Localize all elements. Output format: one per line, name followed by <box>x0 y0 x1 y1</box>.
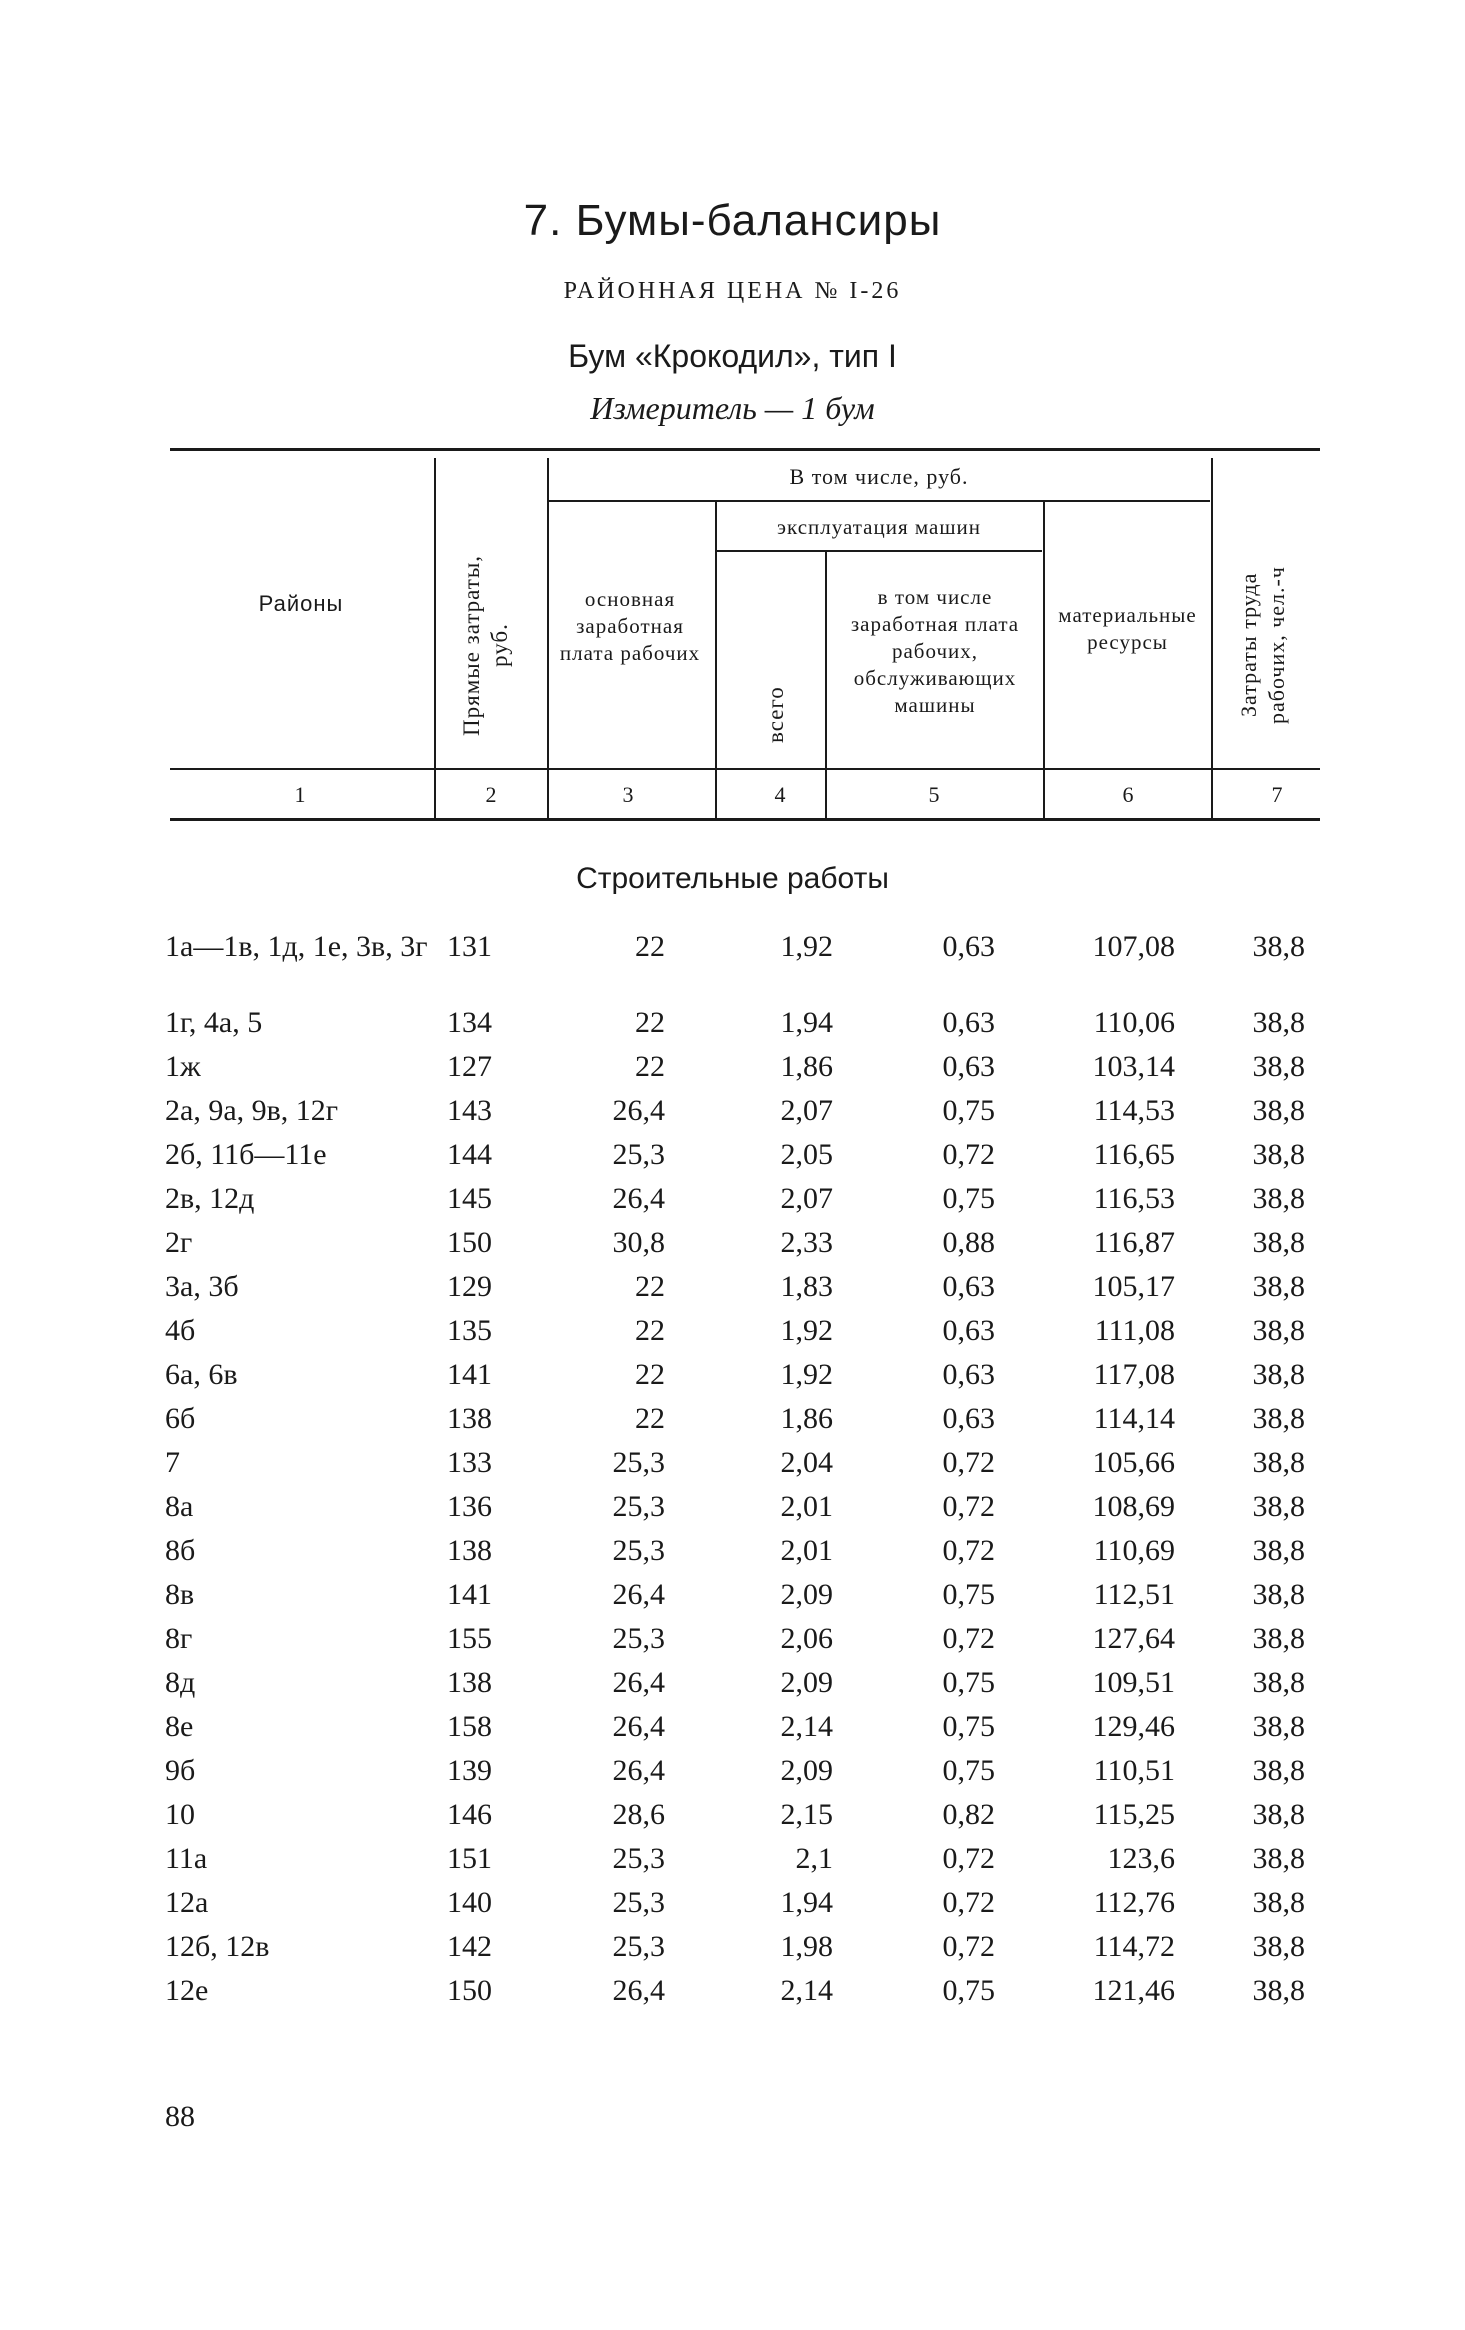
region-cell: 10 <box>165 1798 195 1831</box>
region-cell: 1ж <box>165 1050 201 1083</box>
table-row <box>165 1622 1315 1666</box>
direct-costs-cell: 141 <box>447 1578 492 1611</box>
basic-wage-cell: 26,4 <box>612 1666 665 1699</box>
materials-cell: 114,53 <box>1093 1094 1175 1127</box>
materials-cell: 107,08 <box>1092 930 1175 963</box>
machine-total-cell: 2,33 <box>780 1226 833 1259</box>
direct-costs-cell: 133 <box>447 1446 492 1479</box>
col-divider <box>434 458 436 818</box>
labor-cell: 38,8 <box>1252 1710 1305 1743</box>
table-row <box>165 1138 1315 1182</box>
region-cell: 6б <box>165 1402 196 1435</box>
materials-cell: 121,46 <box>1092 1974 1175 2007</box>
region-cell: 8г <box>165 1622 193 1655</box>
table-row <box>165 1006 1315 1050</box>
region-cell: 3а, 3б <box>165 1270 239 1303</box>
machine-wage-cell: 0,63 <box>942 1358 995 1391</box>
direct-costs-cell: 142 <box>447 1930 492 1963</box>
labor-cell: 38,8 <box>1252 1182 1305 1215</box>
table-row <box>165 1886 1315 1930</box>
header-including: В том числе, руб. <box>789 464 969 489</box>
basic-wage-cell: 28,6 <box>612 1798 665 1831</box>
machine-total-cell: 1,94 <box>780 1006 833 1039</box>
direct-costs-cell: 143 <box>447 1094 492 1127</box>
header-regions: Районы <box>258 591 344 616</box>
materials-cell: 105,17 <box>1092 1270 1175 1303</box>
subtitle: Бум «Крокодил», тип I <box>568 338 897 374</box>
machine-total-cell: 2,14 <box>780 1974 833 2007</box>
column-number: 3 <box>622 782 634 807</box>
col-divider <box>825 552 827 818</box>
header-machine-operation: эксплуатация машин <box>777 515 981 539</box>
labor-cell: 38,8 <box>1252 1006 1305 1039</box>
materials-cell: 127,64 <box>1092 1622 1175 1655</box>
basic-wage-cell: 26,4 <box>612 1754 665 1787</box>
machine-wage-cell: 0,72 <box>942 1490 995 1523</box>
direct-costs-cell: 139 <box>447 1754 492 1787</box>
header-labor: Затраты труда рабочих, чел.-ч <box>1236 566 1289 724</box>
region-cell: 1г, 4а, 5 <box>165 1006 263 1039</box>
header-bottom-rule <box>170 818 1320 821</box>
materials-cell: 110,69 <box>1093 1534 1175 1567</box>
labor-cell: 38,8 <box>1252 1270 1305 1303</box>
basic-wage-cell: 25,3 <box>612 1930 665 1963</box>
machine-wage-cell: 0,63 <box>942 930 995 963</box>
price-label: РАЙОННАЯ ЦЕНА № I-26 <box>563 278 902 304</box>
labor-cell: 38,8 <box>1252 1666 1305 1699</box>
materials-cell: 117,08 <box>1093 1358 1175 1391</box>
basic-wage-cell: 25,3 <box>612 1446 665 1479</box>
machine-wage-cell: 0,63 <box>942 1050 995 1083</box>
machine-total-cell: 1,92 <box>780 1314 833 1347</box>
materials-cell: 116,65 <box>1093 1138 1175 1171</box>
labor-cell: 38,8 <box>1252 1314 1305 1347</box>
machine-wage-cell: 0,63 <box>942 1314 995 1347</box>
machine-total-cell: 2,07 <box>780 1094 833 1127</box>
header-total: всего <box>763 686 788 744</box>
direct-costs-cell: 134 <box>447 1006 492 1039</box>
table-row <box>165 1842 1315 1886</box>
header-direct-costs: Прямые затраты, руб. <box>459 554 512 736</box>
machine-total-cell: 2,1 <box>795 1842 833 1875</box>
machine-wage-cell: 0,72 <box>942 1446 995 1479</box>
machine-total-cell: 2,01 <box>780 1534 833 1567</box>
region-cell: 8е <box>165 1710 194 1743</box>
machine-total-cell: 1,86 <box>780 1402 833 1435</box>
region-cell: 2в, 12д <box>165 1182 255 1215</box>
table-row <box>165 1754 1315 1798</box>
table-row <box>165 1930 1315 1974</box>
materials-cell: 110,06 <box>1093 1006 1175 1039</box>
region-cell: 12е <box>165 1974 209 2007</box>
machine-wage-cell: 0,72 <box>942 1842 995 1875</box>
machine-wage-cell: 0,75 <box>942 1754 995 1787</box>
table-row <box>165 1314 1315 1358</box>
machine-total-cell: 2,06 <box>780 1622 833 1655</box>
machine-wage-cell: 0,72 <box>942 1622 995 1655</box>
col-divider <box>715 502 717 818</box>
region-cell: 1а—1в, 1д, 1е, 3в, 3г <box>165 930 428 963</box>
region-cell: 2б, 11б—11е <box>165 1138 327 1171</box>
machine-wage-cell: 0,82 <box>942 1798 995 1831</box>
machine-total-cell: 2,05 <box>780 1138 833 1171</box>
direct-costs-cell: 158 <box>447 1710 492 1743</box>
machine-total-cell: 1,86 <box>780 1050 833 1083</box>
basic-wage-cell: 22 <box>635 930 665 963</box>
machine-wage-cell: 0,72 <box>942 1138 995 1171</box>
materials-cell: 112,51 <box>1093 1578 1175 1611</box>
machine-wage-cell: 0,63 <box>942 1402 995 1435</box>
labor-cell: 38,8 <box>1252 1534 1305 1567</box>
basic-wage-cell: 26,4 <box>612 1094 665 1127</box>
table-row <box>165 1226 1315 1270</box>
machine-total-cell: 1,92 <box>780 930 833 963</box>
materials-cell: 115,25 <box>1093 1798 1175 1831</box>
direct-costs-cell: 140 <box>447 1886 492 1919</box>
labor-cell: 38,8 <box>1252 930 1305 963</box>
basic-wage-cell: 22 <box>635 1358 665 1391</box>
region-cell: 11а <box>165 1842 208 1875</box>
direct-costs-cell: 141 <box>447 1358 492 1391</box>
header-materials: материальные ресурсы <box>1058 603 1197 654</box>
region-cell: 2г <box>165 1226 193 1259</box>
basic-wage-cell: 26,4 <box>612 1974 665 2007</box>
data-table-body <box>165 930 1315 2018</box>
direct-costs-cell: 155 <box>447 1622 492 1655</box>
direct-costs-cell: 150 <box>447 1226 492 1259</box>
machine-wage-cell: 0,72 <box>942 1886 995 1919</box>
labor-cell: 38,8 <box>1252 1138 1305 1171</box>
basic-wage-cell: 25,3 <box>612 1534 665 1567</box>
labor-cell: 38,8 <box>1252 1622 1305 1655</box>
materials-cell: 103,14 <box>1092 1050 1175 1083</box>
column-number: 2 <box>485 782 497 807</box>
machine-total-cell: 2,09 <box>780 1666 833 1699</box>
basic-wage-cell: 25,3 <box>612 1138 665 1171</box>
section-title: Строительные работы <box>576 862 889 895</box>
region-cell: 9б <box>165 1754 196 1787</box>
machine-wage-cell: 0,75 <box>942 1578 995 1611</box>
machine-wage-cell: 0,63 <box>942 1270 995 1303</box>
labor-cell: 38,8 <box>1252 1974 1305 2007</box>
machine-wage-cell: 0,75 <box>942 1666 995 1699</box>
direct-costs-cell: 145 <box>447 1182 492 1215</box>
basic-wage-cell: 26,4 <box>612 1182 665 1215</box>
table-row <box>165 1666 1315 1710</box>
materials-cell: 111,08 <box>1094 1314 1175 1347</box>
machine-wage-cell: 0,75 <box>942 1974 995 2007</box>
machine-wage-cell: 0,75 <box>942 1182 995 1215</box>
materials-cell: 116,53 <box>1093 1182 1175 1215</box>
measure-unit: Измеритель — 1 бум <box>590 390 875 426</box>
region-cell: 2а, 9а, 9в, 12г <box>165 1094 339 1127</box>
direct-costs-cell: 150 <box>447 1974 492 2007</box>
basic-wage-cell: 22 <box>635 1402 665 1435</box>
machine-total-cell: 1,92 <box>780 1358 833 1391</box>
labor-cell: 38,8 <box>1252 1578 1305 1611</box>
machine-wage-cell: 0,72 <box>942 1534 995 1567</box>
region-cell: 12а <box>165 1886 209 1919</box>
labor-cell: 38,8 <box>1252 1050 1305 1083</box>
materials-cell: 112,76 <box>1093 1886 1175 1919</box>
header-machine-wage: в том числе заработная плата рабочих, обслуживающих машины <box>850 585 1020 717</box>
labor-cell: 38,8 <box>1252 1490 1305 1523</box>
labor-cell: 38,8 <box>1252 1798 1305 1831</box>
region-cell: 8б <box>165 1534 196 1567</box>
machine-wage-cell: 0,88 <box>942 1226 995 1259</box>
machine-total-cell: 2,15 <box>780 1798 833 1831</box>
machine-total-cell: 2,07 <box>780 1182 833 1215</box>
column-number: 4 <box>774 782 786 807</box>
machine-total-cell: 2,04 <box>780 1446 833 1479</box>
column-number: 6 <box>1122 782 1134 807</box>
basic-wage-cell: 22 <box>635 1050 665 1083</box>
direct-costs-cell: 127 <box>447 1050 492 1083</box>
labor-cell: 38,8 <box>1252 1930 1305 1963</box>
labor-cell: 38,8 <box>1252 1402 1305 1435</box>
materials-cell: 116,87 <box>1093 1226 1175 1259</box>
region-cell: 8д <box>165 1666 196 1699</box>
machine-wage-cell: 0,72 <box>942 1930 995 1963</box>
col-divider <box>547 458 549 818</box>
table-row <box>165 930 1315 1006</box>
materials-cell: 114,72 <box>1093 1930 1175 1963</box>
column-number: 7 <box>1271 782 1283 807</box>
header-mid-rule <box>170 768 1320 770</box>
col-divider <box>1211 458 1213 818</box>
materials-cell: 109,51 <box>1092 1666 1175 1699</box>
direct-costs-cell: 129 <box>447 1270 492 1303</box>
direct-costs-cell: 151 <box>447 1842 492 1875</box>
materials-cell: 110,51 <box>1093 1754 1175 1787</box>
table-row <box>165 1446 1315 1490</box>
machine-total-cell: 1,98 <box>780 1930 833 1963</box>
region-cell: 12б, 12в <box>165 1930 270 1963</box>
machine-wage-cell: 0,75 <box>942 1094 995 1127</box>
basic-wage-cell: 25,3 <box>612 1842 665 1875</box>
basic-wage-cell: 22 <box>635 1006 665 1039</box>
machine-rule <box>716 550 1042 552</box>
labor-cell: 38,8 <box>1252 1094 1305 1127</box>
region-cell: 4б <box>165 1314 196 1347</box>
table-row <box>165 1490 1315 1534</box>
table-row <box>165 1710 1315 1754</box>
machine-total-cell: 2,14 <box>780 1710 833 1743</box>
labor-cell: 38,8 <box>1252 1446 1305 1479</box>
direct-costs-cell: 144 <box>447 1138 492 1171</box>
machine-total-cell: 2,01 <box>780 1490 833 1523</box>
materials-cell: 108,69 <box>1092 1490 1175 1523</box>
column-number: 5 <box>928 782 940 807</box>
direct-costs-cell: 138 <box>447 1666 492 1699</box>
table-row <box>165 1402 1315 1446</box>
machine-total-cell: 1,94 <box>780 1886 833 1919</box>
table-row <box>165 1798 1315 1842</box>
region-cell: 7 <box>165 1446 180 1479</box>
labor-cell: 38,8 <box>1252 1754 1305 1787</box>
materials-cell: 129,46 <box>1092 1710 1175 1743</box>
basic-wage-cell: 25,3 <box>612 1622 665 1655</box>
region-cell: 6а, 6в <box>165 1358 238 1391</box>
basic-wage-cell: 25,3 <box>612 1490 665 1523</box>
machine-total-cell: 2,09 <box>780 1754 833 1787</box>
basic-wage-cell: 22 <box>635 1314 665 1347</box>
header-top-rule <box>170 448 1320 451</box>
machine-total-cell: 2,09 <box>780 1578 833 1611</box>
including-rule <box>548 500 1210 502</box>
machine-wage-cell: 0,75 <box>942 1710 995 1743</box>
labor-cell: 38,8 <box>1252 1358 1305 1391</box>
materials-cell: 114,14 <box>1093 1402 1175 1435</box>
labor-cell: 38,8 <box>1252 1226 1305 1259</box>
table-row <box>165 1270 1315 1314</box>
basic-wage-cell: 30,8 <box>612 1226 665 1259</box>
labor-cell: 38,8 <box>1252 1886 1305 1919</box>
direct-costs-cell: 131 <box>447 930 492 963</box>
machine-wage-cell: 0,63 <box>942 1006 995 1039</box>
basic-wage-cell: 26,4 <box>612 1710 665 1743</box>
column-number: 1 <box>294 782 306 807</box>
labor-cell: 38,8 <box>1252 1842 1305 1875</box>
direct-costs-cell: 138 <box>447 1534 492 1567</box>
col-divider <box>1043 502 1045 818</box>
direct-costs-cell: 136 <box>447 1490 492 1523</box>
region-cell: 8а <box>165 1490 194 1523</box>
table-row <box>165 1358 1315 1402</box>
direct-costs-cell: 138 <box>447 1402 492 1435</box>
basic-wage-cell: 25,3 <box>612 1886 665 1919</box>
page-title: 7. Бумы-балансиры <box>523 196 942 245</box>
region-cell: 8в <box>165 1578 195 1611</box>
table-row <box>165 1094 1315 1138</box>
materials-cell: 105,66 <box>1092 1446 1175 1479</box>
table-row <box>165 1578 1315 1622</box>
table-row <box>165 1974 1315 2018</box>
table-row <box>165 1534 1315 1578</box>
materials-cell: 123,6 <box>1107 1842 1175 1875</box>
direct-costs-cell: 135 <box>447 1314 492 1347</box>
direct-costs-cell: 146 <box>447 1798 492 1831</box>
machine-total-cell: 1,83 <box>780 1270 833 1303</box>
basic-wage-cell: 22 <box>635 1270 665 1303</box>
page-number: 88 <box>165 2100 195 2133</box>
basic-wage-cell: 26,4 <box>612 1578 665 1611</box>
table-row <box>165 1182 1315 1226</box>
table-row <box>165 1050 1315 1094</box>
header-basic-wage: основная заработная плата рабочих <box>559 587 701 665</box>
